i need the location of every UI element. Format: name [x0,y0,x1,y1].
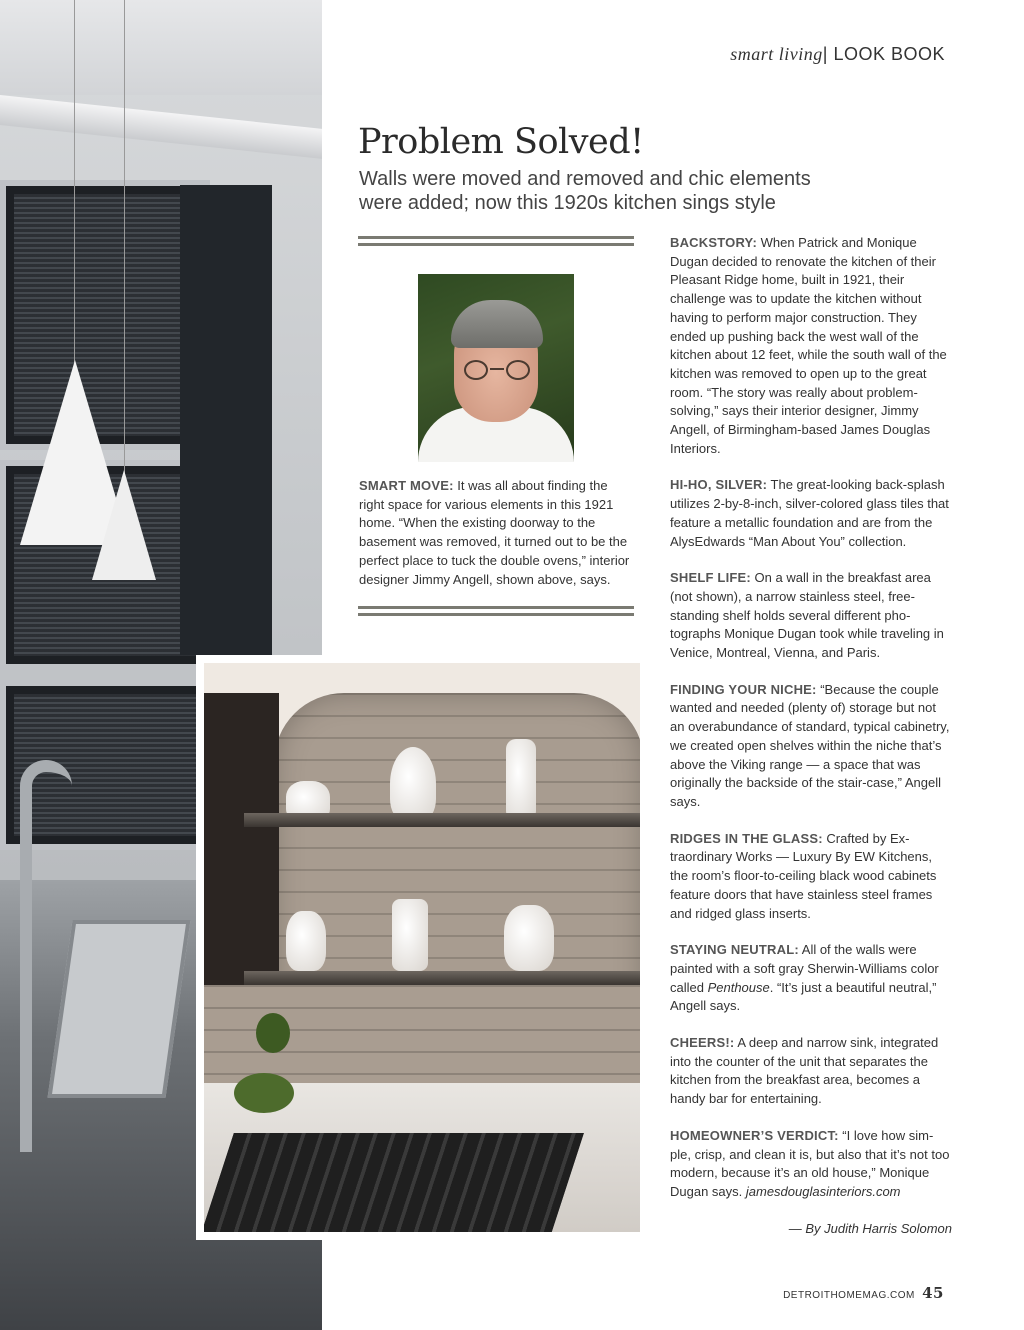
divider-rule [358,236,634,246]
section-name: smart living [730,44,823,64]
staying-neutral-paragraph [670,941,952,1016]
paragraph-lead: SHELF LIFE: [670,570,751,586]
white-vase [392,899,428,971]
kitchen-niche-photo [196,655,648,1240]
byline: — By Judith Harris Solomon [788,1220,952,1236]
paragraph-lead: SMART MOVE: [359,478,454,493]
ridges-in-the-glass-paragraph [670,830,952,924]
page-footer [783,1284,944,1302]
paragraph-lead: BACKSTORY: [670,235,757,250]
paragraph-text: . “It’s just a beautiful neutral,” Angell says. [670,979,937,1014]
gas-range [204,1133,584,1232]
paragraph-lead: STAYING NEUTRAL: [670,942,799,958]
paragraph-text: It was all about finding the right space for various elements in this 1921 home. “When the existing doorway to the basement was removed, it turned out to be the perfect place to tuck the double ovens,” interior designer Jimmy Angell, shown above, says. [359,478,630,587]
paragraph-lead: HOMEOWNER’S VERDICT: [670,1127,839,1143]
paragraph-text: A deep and narrow sink, integrated into the counter of the unit that separates the kitchen from the breakfast area, becomes a handy bar for entertaining. [670,1035,939,1107]
faucet [20,760,72,1152]
pendant-wire [74,0,75,365]
paragraph-text: “I love how sim-ple, crisp, and clean it is, but also that it’s not too modern, because it’s an old house,” Monique Dugan says. [670,1127,950,1199]
white-vase [504,905,554,971]
magazine-website: DETROITHOMEMAG.COM [783,1290,915,1301]
paragraph-text: On a wall in the breakfast area (not shown), a narrow stainless steel, free-standing shelf holds several different pho-tographs Monique Dugan took while traveling in Venice, Montreal, Vienna, and Paris. [670,570,944,661]
paragraph-text: All of the walls were painted with a soft gray Sherwin-Williams color called [670,942,939,995]
paragraph-text: Crafted by Ex-traordinary Works — Luxury By EW Kitchens, the room’s floor-to-ceiling black wood cabinets feature doors that have stainless steel frames and ridged glass inserts. [670,830,937,921]
paragraph-lead: CHEERS!: [670,1035,735,1051]
header-separator: | [822,44,828,64]
smart-move-paragraph [359,477,631,589]
cheers-paragraph [670,1034,952,1109]
hi-ho-silver-paragraph [670,476,952,551]
white-vase [286,911,326,971]
pendant-lamp [92,470,156,580]
glasses [462,360,532,380]
section-header [730,44,945,65]
potted-plant [234,1073,294,1113]
paragraph-text: “Because the couple wanted and needed (plenty of) storage but not an overabundance of standard, typical cabinetry, we created open shelves within the niche that’s above the Viking range — a space that was originally the backside of the stair-case,” Angell says. [670,681,950,809]
finding-your-niche-paragraph [670,681,952,812]
page-number: 45 [922,1284,944,1302]
paragraph-lead: FINDING YOUR NICHE: [670,681,817,697]
backstory-paragraph [670,234,952,458]
white-vase [506,739,536,821]
designer-portrait [418,274,574,462]
paint-color-name: Penthouse [707,979,770,995]
homeowners-verdict-paragraph [670,1127,952,1202]
topiary-plant [256,1013,290,1053]
divider-rule [358,606,634,616]
open-shelf [244,971,640,985]
section-category: LOOK BOOK [833,44,945,64]
open-shelf [244,813,640,827]
article-subtitle: Walls were moved and removed and chic elements were added; now this 1920s kitchen sings style [359,168,811,214]
crown-molding [0,95,322,159]
paragraph-text: The great-looking back-splash utilizes 2-by-8-inch, silver-colored glass tiles that feature a metallic foundation and are from the AlysEdwards “Man About You” collection. [670,477,949,549]
paragraph-lead: HI-HO, SILVER: [670,477,768,493]
paragraph-lead: RIDGES IN THE GLASS: [670,830,823,846]
article-column [670,234,952,1256]
shelf-life-paragraph [670,569,952,663]
website-link[interactable]: jamesdouglasinteriors.com [745,1183,901,1199]
white-vase [390,747,436,821]
paragraph-text: When Patrick and Monique Dugan decided to renovate the kitchen of their Pleasant Ridge home, built in 1921, their challenge was to update the kitchen without having to perform major construction. They ended up pushing back the west wall of the kitchen about 12 feet, while the south wall of the kitchen was removed to open up to the great room. “The story was really about problem-solving,” says their interior designer, Jimmy Angell, of Birmingham-based James Douglas Interiors. [670,235,947,456]
cabinet-frame [180,185,272,655]
ceiling [0,0,322,95]
article-title: Problem Solved! [358,122,644,162]
